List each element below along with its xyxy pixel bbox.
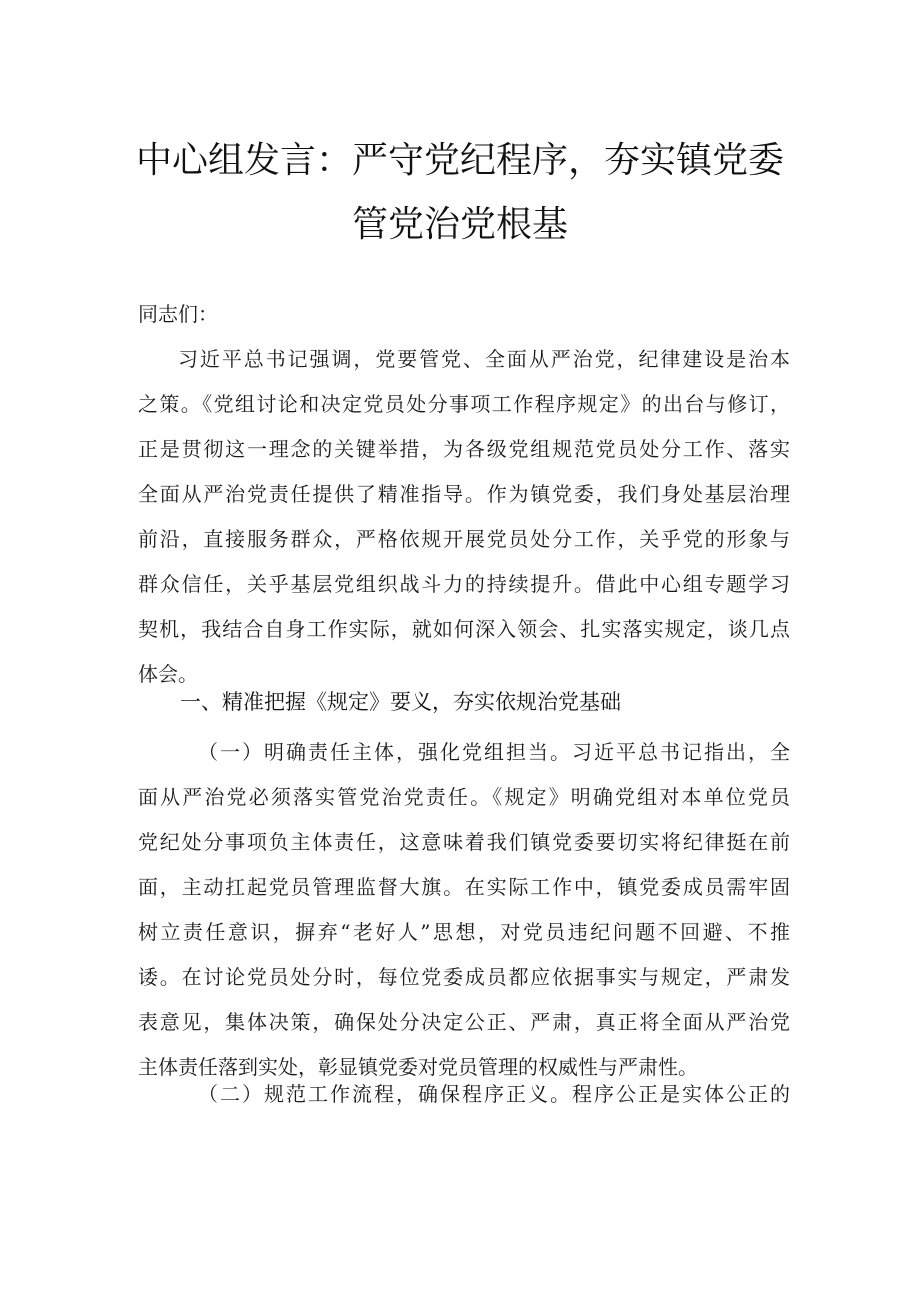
paragraph-intro: [138, 337, 790, 697]
paragraph-line: 树立责任意识，摒弃“老好人”思想，对党员违纪问题不回避、不推: [138, 920, 790, 944]
paragraph-line: 诿。在讨论党员处分时，每位党委成员都应依据事实与规定，严肃发: [138, 965, 790, 989]
paragraph-line: 主体责任落到实处，彰显镇党委对党员管理的权威性与严肃性。: [138, 1055, 698, 1079]
paragraph-section-1-1: [138, 730, 790, 1090]
paragraph-line: 之策。《党组讨论和决定党员处分事项工作程序规定》的出台与修订，: [138, 392, 790, 416]
paragraph-line: 习近平总书记强调，党要管党、全面从严治党，纪律建设是治本: [178, 347, 790, 371]
paragraph-line: 契机，我结合自身工作实际，就如何深入领会、扎实落实规定，谈几点: [138, 617, 790, 641]
paragraph-line: 面，主动扛起党员管理监督大旗。在实际工作中，镇党委成员需牢固: [138, 875, 790, 899]
paragraph-line: 群众信任，关乎基层党组织战斗力的持续提升。借此中心组专题学习: [138, 572, 790, 596]
salutation: 同志们：: [138, 302, 218, 326]
paragraph-line: （一）明确责任主体，强化党组担当。习近平总书记指出，全: [198, 740, 790, 764]
paragraph-line: 全面从严治党责任提供了精准指导。作为镇党委，我们身处基层治理: [138, 482, 790, 506]
paragraph-line: 表意见，集体决策，确保处分决定公正、严肃，真正将全面从严治党: [138, 1010, 790, 1034]
document-title-line-2: 管党治党根基: [351, 204, 568, 245]
section-heading-1: 一、精准把握《规定》要义，夯实依规治党基础: [180, 690, 621, 714]
paragraph-section-1-2: [138, 1072, 790, 1117]
paragraph-line: 正是贯彻这一理念的关键举措，为各级党组规范党员处分工作、落实: [138, 437, 790, 461]
paragraph-line: 前沿，直接服务群众，严格依规开展党员处分工作，关乎党的形象与: [138, 527, 790, 551]
paragraph-line: 面从严治党必须落实管党治党责任。《规定》明确党组对本单位党员: [138, 785, 790, 809]
paragraph-line: 体会。: [138, 662, 198, 686]
document-title-line-1: 中心组发言：严守党纪程序，夯实镇党委: [135, 140, 784, 181]
paragraph-line: 党纪处分事项负主体责任，这意味着我们镇党委要切实将纪律挺在前: [138, 830, 790, 854]
paragraph-line: （二）规范工作流程，确保程序正义。程序公正是实体公正的: [198, 1082, 790, 1106]
